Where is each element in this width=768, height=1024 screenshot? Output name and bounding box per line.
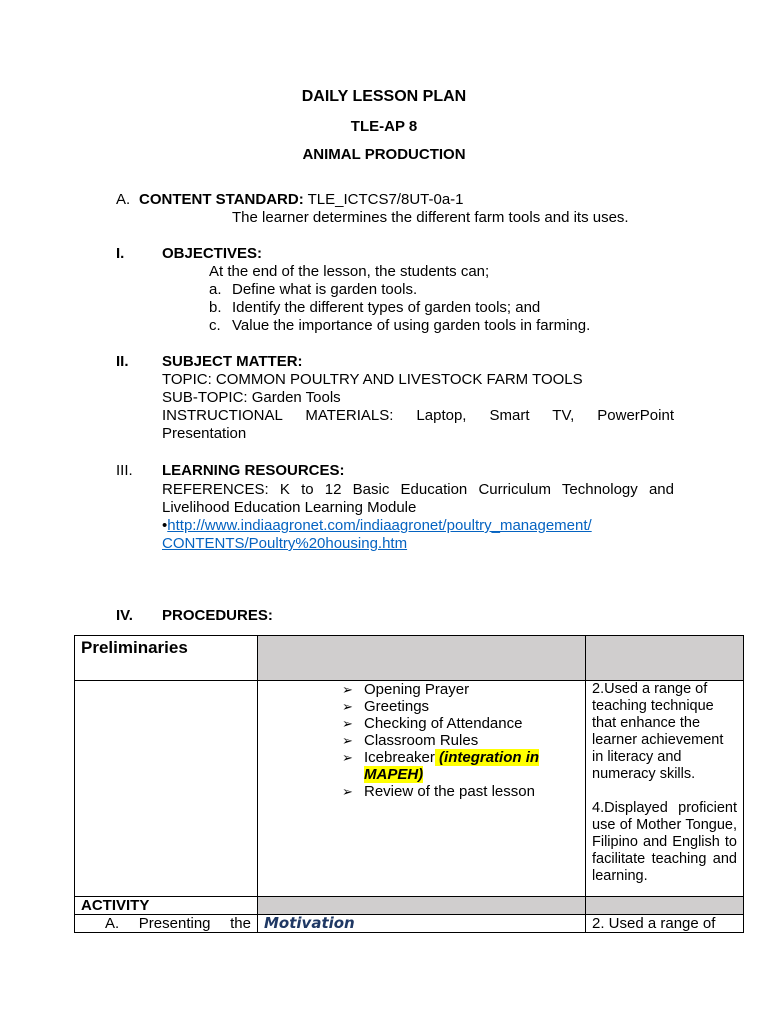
indicator-2: 2.Used a range of teaching technique that enhance the learner achievement in literacy and numeracy skills. [592,681,724,782]
procedures-table [74,635,744,933]
presenting-text: A. Presenting the [105,915,251,932]
icebreaker-text: Icebreaker [364,749,435,766]
motivation-label: Motivation [264,914,355,932]
subject-matter-number: II. [116,353,129,370]
list-item-text: Classroom Rules [364,732,479,749]
list-item [342,749,579,783]
preliminary-activities-cell [258,681,586,897]
activity-cell-gray [258,897,586,915]
list-item [342,732,579,749]
references: REFERENCES: K to 12 Basic Education Curriculum Technology and [162,481,674,498]
bullet: • [162,517,168,534]
content-standard-code: TLE_ICTCS7/8UT-0a-1 [303,191,464,208]
list-item [342,783,579,800]
objective-item [209,299,540,317]
arrow-bullet-icon: ➢ [342,750,353,765]
indicator-4: 4.Displayed proficient use of Mother Tongue, Filipino and English to facilitate teaching and learning. [592,800,737,884]
list-item-text: Checking of Attendance [364,715,523,732]
subject-matter-heading: SUBJECT MATTER: [162,353,303,370]
list-item-text: Opening Prayer [364,681,470,698]
objective-letter: a. [209,281,222,298]
arrow-bullet-icon: ➢ [342,733,353,748]
header-cell-gray [586,636,744,681]
reference-link-cont[interactable]: CONTENTS/Poultry%20housing.htm [162,535,408,552]
references-cont: Livelihood Education Learning Module [162,499,417,516]
objective-item [209,281,417,299]
reference-link-line [162,517,592,535]
arrow-bullet-icon: ➢ [342,682,353,697]
subject-code: TLE-AP 8 [350,118,418,135]
activity-cell-gray [586,897,744,915]
objectives-number: I. [116,245,125,262]
content-standard-description: The learner determines the different farm tools and its uses. [232,209,629,226]
list-item [342,715,579,732]
subject-area: ANIMAL PRODUCTION [302,146,466,163]
reference-link-line-2 [162,535,407,553]
objective-item [209,317,590,335]
arrow-bullet-icon: ➢ [342,699,353,714]
procedures-heading: PROCEDURES: [162,607,273,624]
instructional-materials-cont: Presentation [162,425,247,442]
presenting-cell [75,915,258,933]
arrow-bullet-icon: ➢ [342,716,353,731]
header-cell-gray [258,636,586,681]
table-row [75,897,744,915]
subject-topic: TOPIC: COMMON POULTRY AND LIVESTOCK FARM TOOLS [162,371,583,388]
objective-text: Value the importance of using garden tools in farming. [232,317,591,334]
objective-letter: c. [209,317,221,334]
preliminaries-label: Preliminaries [75,636,258,681]
learning-resources-heading: LEARNING RESOURCES: [162,462,345,479]
list-item [342,698,579,715]
learning-resources-number: III. [116,462,133,479]
table-row [75,915,744,933]
content-standard-heading: CONTENT STANDARD: [139,191,304,208]
motivation-cell [258,915,586,933]
indicators-cell [586,681,744,897]
objective-text: Define what is garden tools. [232,281,418,298]
integration-note: (integration in MAPEH) [364,749,540,783]
objectives-heading: OBJECTIVES: [162,245,263,262]
list-item-text: Review of the past lesson [364,783,535,800]
objectives-intro: At the end of the lesson, the students can; [209,263,490,280]
indicator-cell: 2. Used a range of [586,915,744,933]
preliminary-list [264,681,579,800]
list-item [342,681,579,698]
list-item-text: Greetings [364,698,430,715]
objective-letter: b. [209,299,222,316]
subject-subtopic: SUB-TOPIC: Garden Tools [162,389,341,406]
objective-text: Identify the different types of garden tools; and [232,299,541,316]
table-row [75,636,744,681]
table-row [75,681,744,897]
content-standard-label: A. [116,191,131,208]
instructional-materials: INSTRUCTIONAL MATERIALS: Laptop, Smart TV, PowerPoint [162,407,674,424]
content-standard-line [139,191,464,209]
empty-cell [75,681,258,897]
document-title: DAILY LESSON PLAN [301,88,467,105]
procedures-number: IV. [116,607,133,624]
reference-link[interactable]: http://www.indiaagronet.com/indiaagronet/poultry_management/ [167,517,592,534]
arrow-bullet-icon: ➢ [342,784,353,799]
activity-label: ACTIVITY [75,897,258,915]
